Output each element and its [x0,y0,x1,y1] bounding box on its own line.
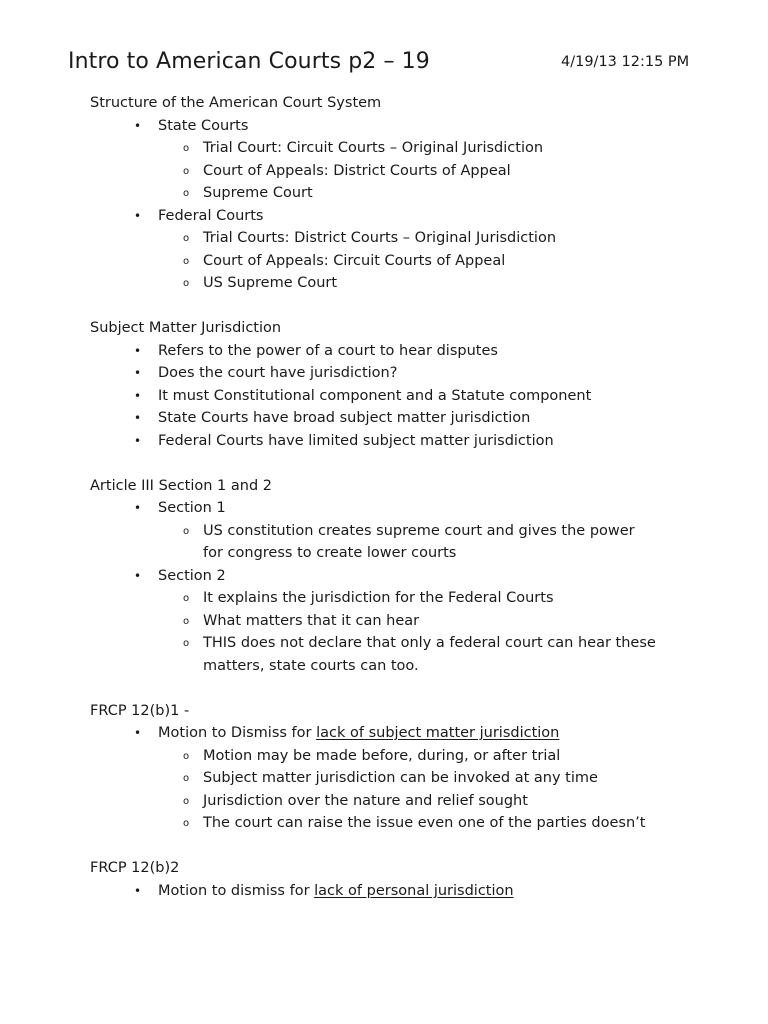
sub-bullet: o Supreme Court [90,182,730,205]
sub-bullet: o Subject matter jurisdiction can be invoked at any time [90,767,730,790]
bullet: • Federal Courts have limited subject matter jurisdiction [90,430,730,453]
page-title: Intro to American Courts p2 – 19 [68,49,430,74]
spacer [90,452,730,475]
bullet-section-1: • Section 1 [90,497,730,520]
section-heading-frcp-12b2: FRCP 12(b)2 [90,860,180,876]
bullet-federal-courts: • Federal Courts [90,205,730,228]
sub-bullet: o US constitution creates supreme court and gives the power [90,520,730,543]
bullet-state-courts: • State Courts [90,115,730,138]
sub-bullet: o Trial Courts: District Courts – Original Jurisdiction [90,227,730,250]
spacer [90,677,730,700]
bullet-motion-dismiss-smj [90,722,730,745]
bullet: • Does the court have jurisdiction? [90,362,730,385]
sub-bullet: o Jurisdiction over the nature and relief sought [90,790,730,813]
sub-bullet: o Trial Court: Circuit Courts – Original Jurisdiction [90,137,730,160]
section-heading-frcp-12b1: FRCP 12(b)1 - [90,702,190,719]
section-heading-structure: Structure of the American Court System [90,95,382,111]
sub-bullet: o Court of Appeals: District Courts of Appeal [90,160,730,183]
page-header [68,44,708,80]
sub-bullet: o Motion may be made before, during, or after trial [90,745,730,768]
underlined-term: lack of personal jurisdiction [314,882,514,899]
notes-body [90,92,730,902]
bullet: • State Courts have broad subject matter jurisdiction [90,407,730,430]
section-heading-smj: Subject Matter Jurisdiction [90,320,282,336]
bullet: • Refers to the power of a court to hear disputes [90,340,730,363]
sub-bullet: o US Supreme Court [90,272,730,295]
underlined-term: lack of subject matter jurisdiction [316,725,560,741]
sub-bullet: o What matters that it can hear [90,610,730,633]
bullet-motion-dismiss-pj [90,880,730,903]
sub-bullet: o Court of Appeals: Circuit Courts of Appeal [90,250,730,273]
sub-bullet: o THIS does not declare that only a federal court can hear these [90,632,730,655]
motion-text: Motion to Dismiss for [158,725,317,741]
bullet-section-2: • Section 2 [90,565,730,588]
sub-bullet: o It explains the jurisdiction for the Federal Courts [90,587,730,610]
section-heading-article3: Article III Section 1 and 2 [90,477,272,494]
sub-bullet-continuation: matters, state courts can too. [203,657,419,674]
timestamp: 4/19/13 12:15 PM [561,54,690,70]
sub-bullet-continuation: for congress to create lower courts [203,545,457,561]
bullet: • It must Constitutional component and a Statute component [90,385,730,408]
spacer [90,835,730,858]
sub-bullet: o The court can raise the issue even one of the parties doesn’t [90,812,730,835]
motion-text: Motion to dismiss for [158,882,315,899]
spacer [90,295,730,318]
